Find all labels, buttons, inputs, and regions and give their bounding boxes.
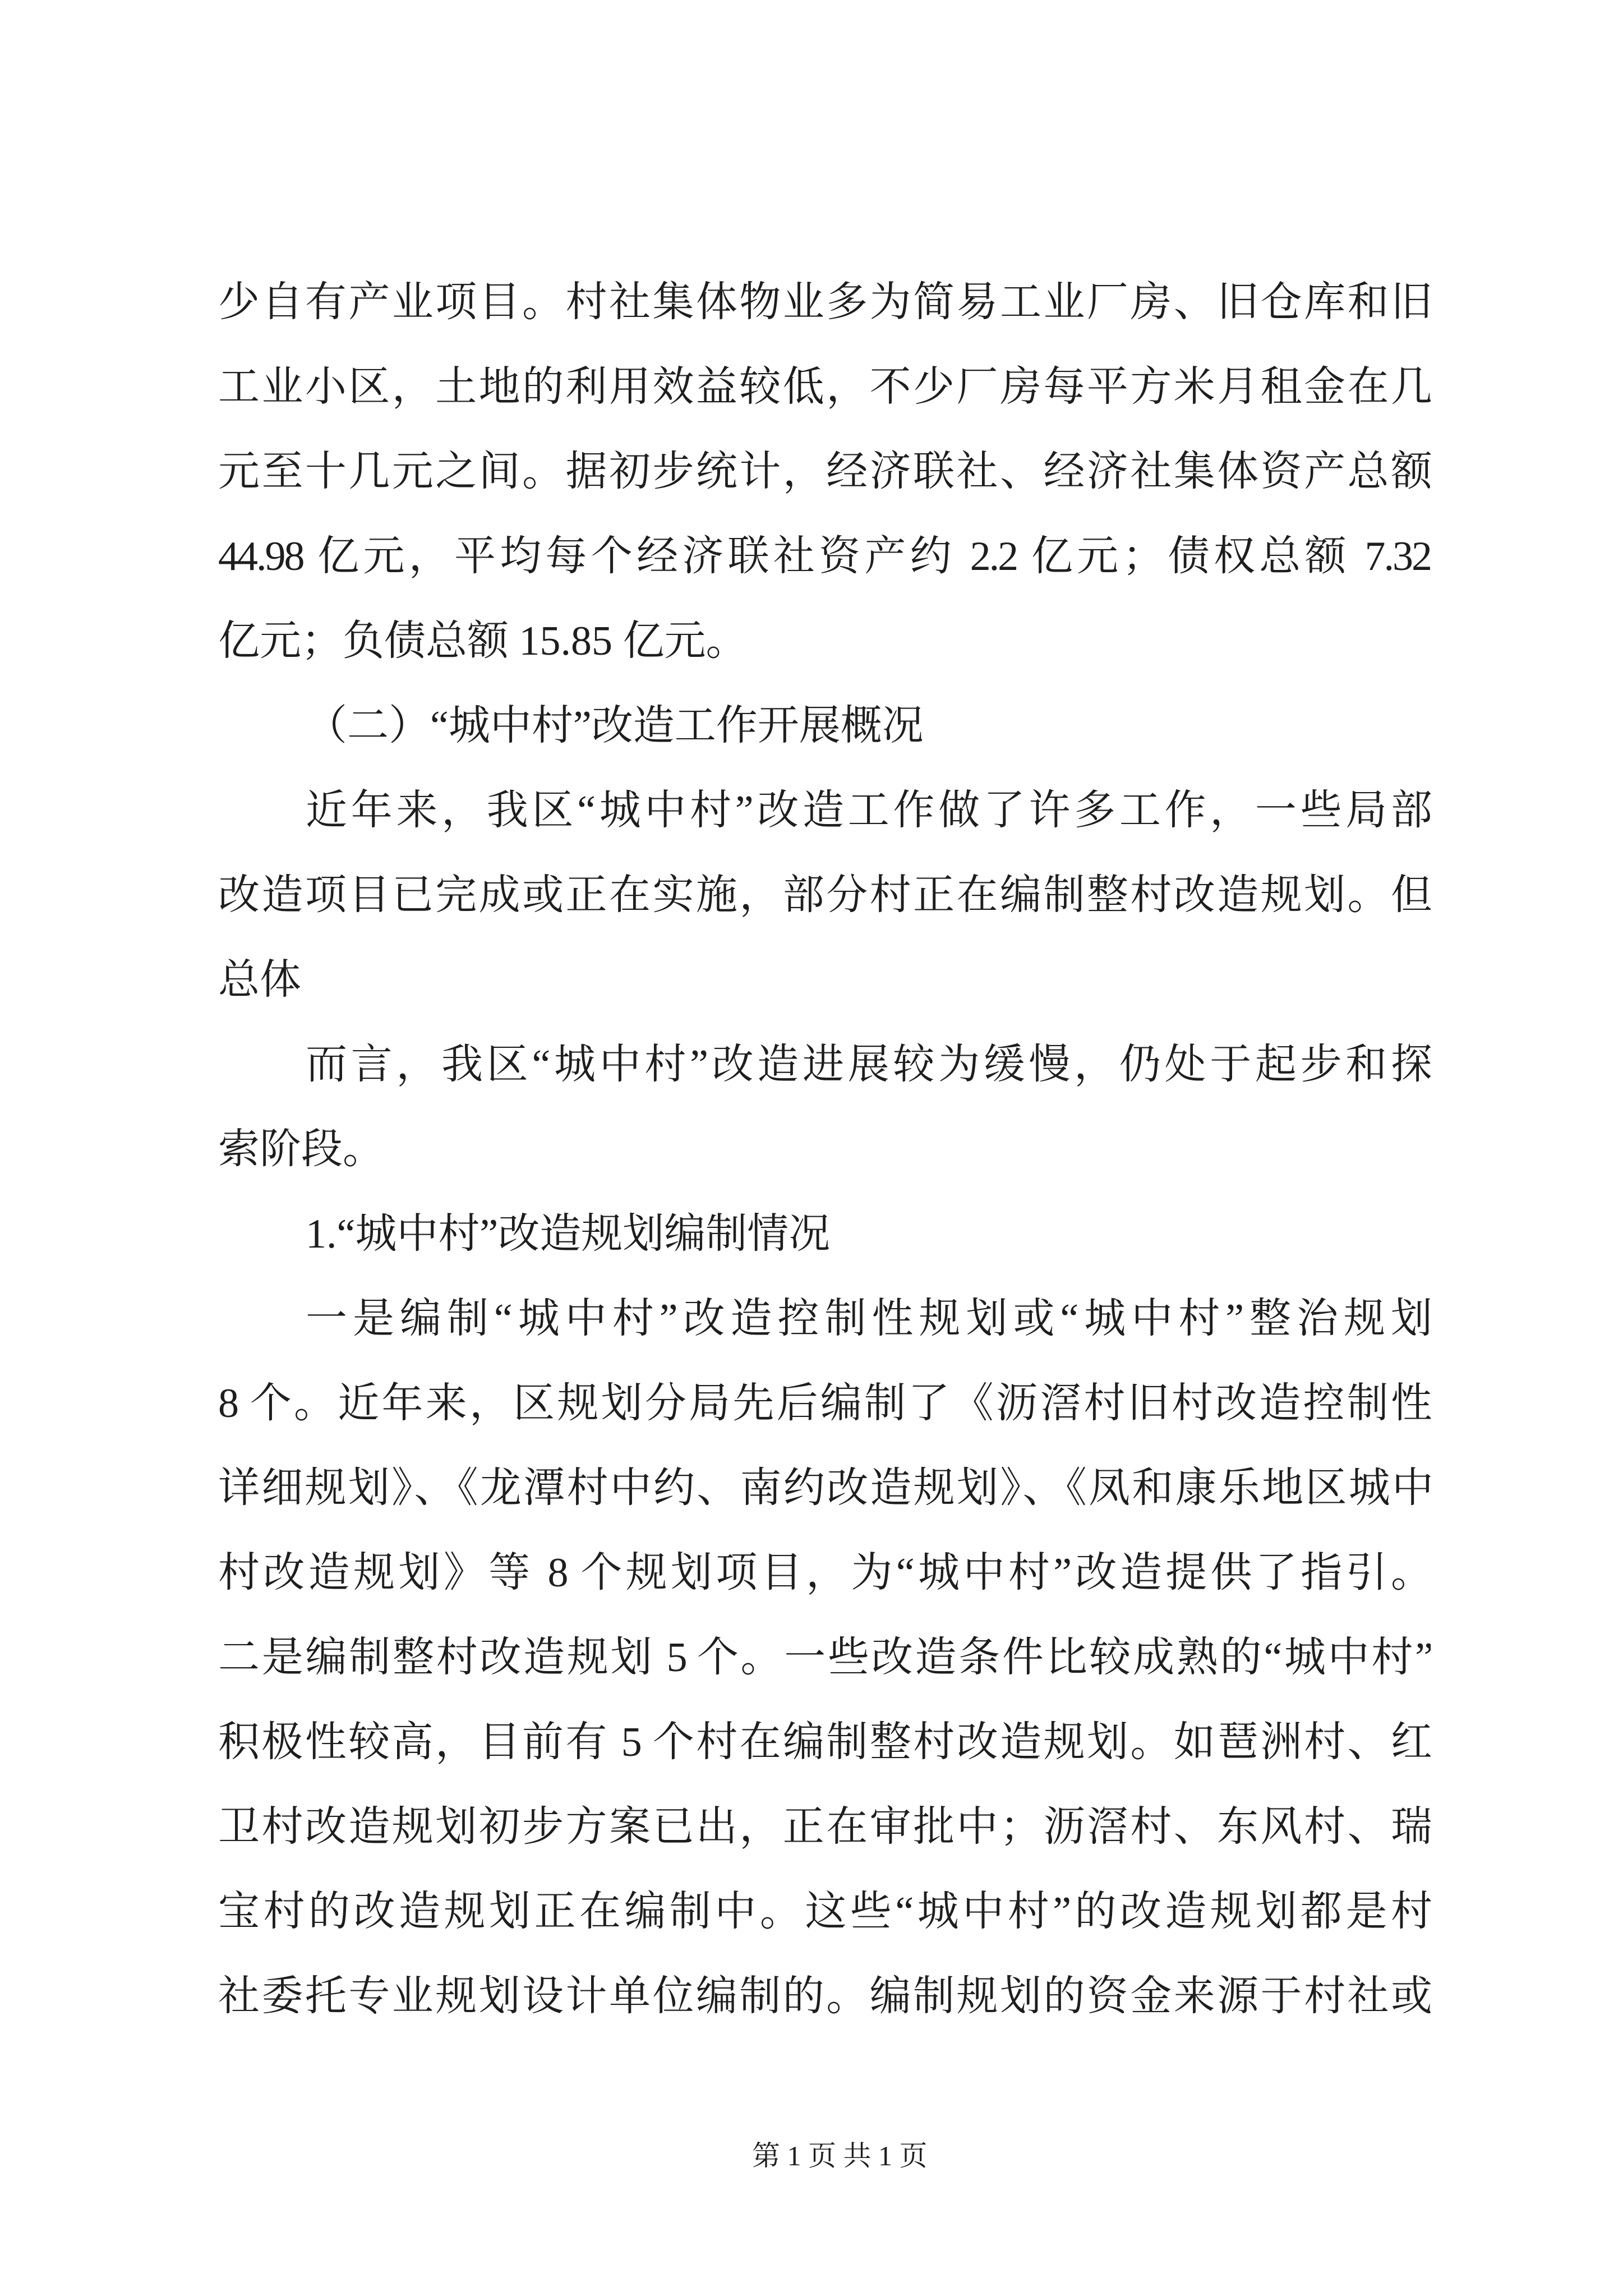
body-line: 一是编制“城中村”改造控制性规划或“城中村”整治规划 — [306, 1296, 1431, 1342]
body-line: 村改造规划》等 8 个规划项目，为“城中村”改造提供了指引。 — [218, 1550, 1431, 1596]
intro-paragraph — [218, 260, 1431, 684]
body-line: 而言，我区“城中村”改造进展较为缓慢，仍处于起步和探 — [306, 1042, 1431, 1088]
body-line: 元至十几元之间。据初步统计，经济联社、经济社集体资产总额 — [218, 449, 1431, 495]
body-text — [218, 260, 1431, 2039]
overview-paragraph — [218, 769, 1431, 1023]
subsection-heading: 1.“城中村”改造规划编制情况 — [306, 1211, 831, 1257]
body-line: 积极性较高，目前有 5 个村在编制整村改造规划。如琶洲村、红 — [218, 1719, 1431, 1765]
body-line: 44.98 亿元，平均每个经济联社资产约 2.2 亿元；债权总额 7.32 — [218, 533, 1431, 579]
planning-paragraph — [218, 1277, 1431, 2039]
body-line: 索阶段。 — [218, 1126, 384, 1172]
body-line: 工业小区，土地的利用效益较低，不少厂房每平方米月租金在几 — [218, 364, 1431, 410]
body-line: 总体 — [218, 957, 301, 1003]
section-heading: （二）“城中村”改造工作开展概况 — [306, 703, 924, 749]
body-line: 近年来，我区“城中村”改造工作做了许多工作，一些局部 — [306, 788, 1431, 834]
body-line: 少自有产业项目。村社集体物业多为简易工业厂房、旧仓库和旧 — [218, 279, 1431, 325]
body-line: 社委托专业规划设计单位编制的。编制规划的资金来源于村社或 — [218, 1973, 1431, 2019]
body-line: 二是编制整村改造规划 5 个。一些改造条件比较成熟的“城中村” — [218, 1635, 1431, 1681]
body-line: 8 个。近年来，区规划分局先后编制了《沥滘村旧村改造控制性 — [218, 1381, 1431, 1427]
body-line: 亿元；负债总额 15.85 亿元。 — [218, 618, 748, 664]
body-line: 详细规划》、《龙潭村中约、南约改造规划》、《凤和康乐地区城中 — [218, 1465, 1431, 1511]
overview-paragraph-continued — [218, 1023, 1431, 1192]
body-line: 卫村改造规划初步方案已出，正在审批中；沥滘村、东风村、瑞 — [218, 1804, 1431, 1850]
page-number-footer: 第 1 页 共 1 页 — [752, 2140, 928, 2171]
body-line: 宝村的改造规划正在编制中。这些“城中村”的改造规划都是村 — [218, 1889, 1431, 1935]
body-line: 改造项目已完成或正在实施，部分村正在编制整村改造规划。但 — [218, 872, 1431, 918]
